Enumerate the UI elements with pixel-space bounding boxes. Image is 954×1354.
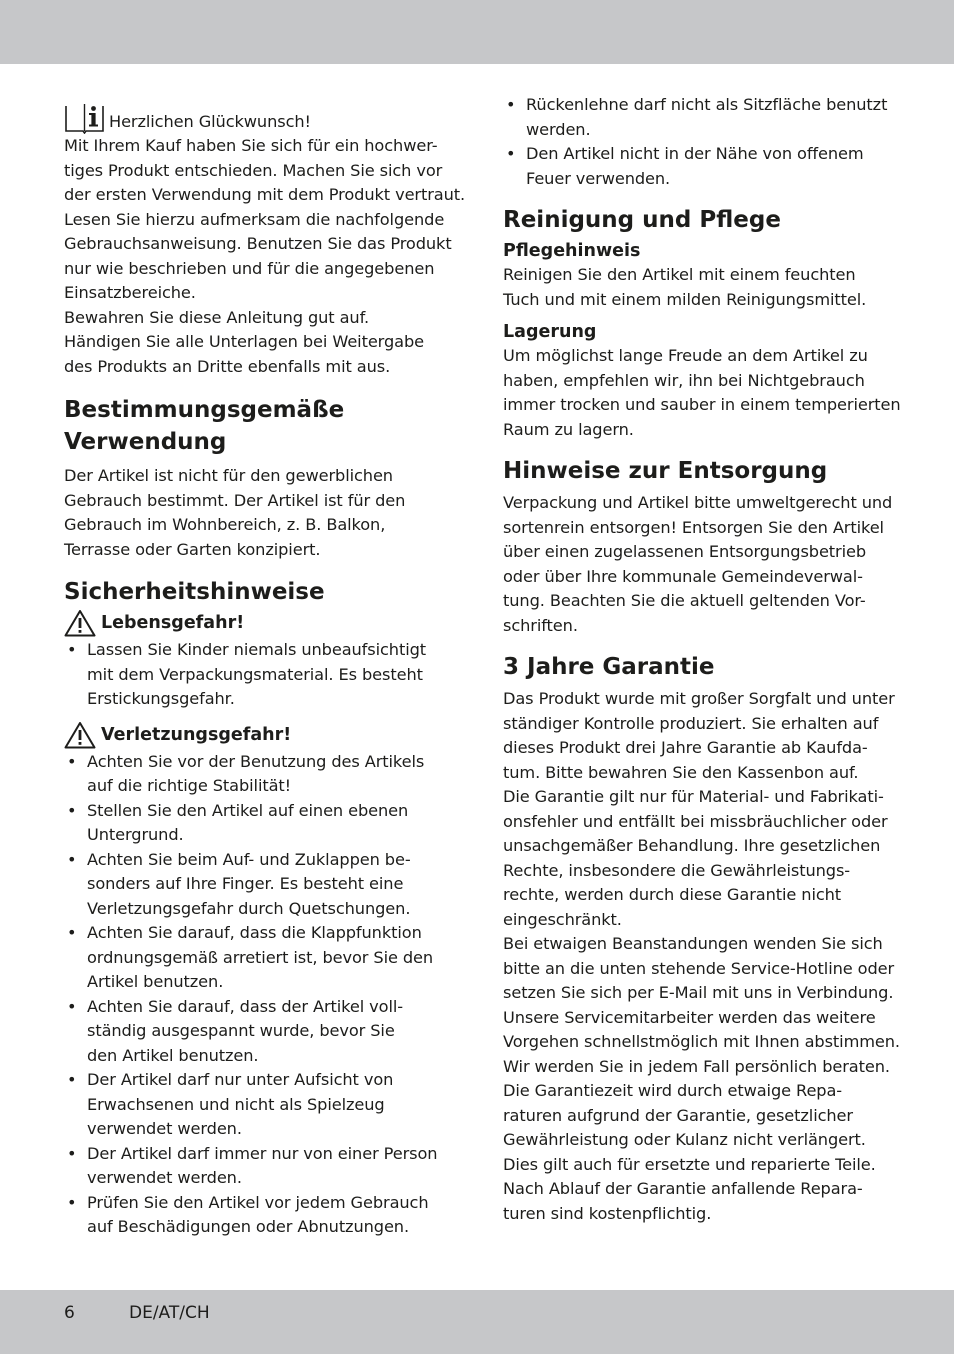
text-line: Verpackung und Artikel bitte umweltgerecht und bbox=[503, 493, 893, 512]
subheading-lagerung: Lagerung bbox=[503, 322, 597, 342]
text-line: Das Produkt wurde mit großer Sorgfalt und unter bbox=[503, 689, 895, 708]
text-line: immer trocken und sauber in einem temperierten bbox=[503, 395, 901, 414]
text-line: Achten Sie beim Auf- und Zuklappen be- bbox=[87, 849, 411, 869]
lebensgefahr-list bbox=[64, 638, 456, 712]
text-line: rechte, werden durch diese Garantie nicht bbox=[503, 885, 842, 904]
text-line: den Artikel benutzen. bbox=[87, 1045, 259, 1065]
text-line: Bei etwaigen Beanstandungen wenden Sie sich bbox=[503, 934, 883, 953]
text-line: Unsere Servicemitarbeiter werden das weitere bbox=[503, 1007, 876, 1027]
warning-lebensgefahr bbox=[64, 608, 456, 638]
heading-bestimmung bbox=[64, 394, 456, 458]
header-band bbox=[0, 0, 954, 64]
text-line: Wir werden Sie in jedem Fall persönlich beraten. bbox=[503, 1056, 890, 1076]
text-line: Erwachsenen und nicht als Spielzeug bbox=[87, 1094, 385, 1114]
text-line: Rechte, insbesondere die Gewährleistungs- bbox=[503, 860, 851, 880]
heading-entsorgung: Hinweise zur Entsorgung bbox=[503, 458, 828, 484]
text-line: auf die richtige Stabilität! bbox=[87, 776, 292, 795]
list-item: • Stellen Sie den Artikel auf einen ebenen Untergrund. bbox=[64, 799, 456, 848]
list-item: • Den Artikel nicht in der Nähe von offenem Feuer verwenden. bbox=[503, 142, 895, 191]
text-line: Gebrauchsanweisung. Benutzen Sie das Produkt bbox=[64, 234, 452, 253]
text-line: unsachgemäßer Behandlung. Ihre gesetzlichen bbox=[503, 836, 881, 855]
warning-triangle-icon bbox=[64, 609, 96, 637]
page-number: 6 bbox=[64, 1303, 75, 1323]
text-line: Um möglichst lange Freude an dem Artikel zu bbox=[503, 346, 868, 365]
text-line: Feuer verwenden. bbox=[526, 168, 671, 188]
text-line: Der Artikel darf nur unter Aufsicht von bbox=[87, 1070, 394, 1089]
text-line: ständiger Kontrolle produziert. Sie erhalten auf bbox=[503, 713, 879, 733]
text-line: onsfehler und entfällt bei missbräuchlicher oder bbox=[503, 811, 888, 831]
text-line: turen sind kostenpflichtig. bbox=[503, 1203, 712, 1223]
heading-sicherheit: Sicherheitshinweise bbox=[64, 579, 325, 605]
list-item: • Achten Sie beim Auf- und Zuklappen be- sonders auf Ihre Finger. Es besteht eine Verletzungsgefahr durch Quetschungen. bbox=[64, 848, 456, 922]
entsorgung-text bbox=[503, 491, 895, 638]
text-line: über einen zugelassenen Entsorgungsbetrieb bbox=[503, 542, 867, 561]
text-line: Prüfen Sie den Artikel vor jedem Gebrauch bbox=[87, 1192, 429, 1212]
text-line: dieses Produkt drei Jahre Garantie ab Kaufda- bbox=[503, 738, 868, 757]
text-line: Einsatzbereiche. bbox=[64, 283, 196, 302]
list-item: • Achten Sie darauf, dass die Klappfunktion ordnungsgemäß arretiert ist, bevor Sie den Artikel benutzen. bbox=[64, 921, 456, 995]
text-line: schriften. bbox=[503, 615, 578, 635]
list-item: • Rückenlehne darf nicht als Sitzfläche benutzt werden. bbox=[503, 93, 895, 142]
intro-text bbox=[64, 134, 466, 379]
text-line: auf Beschädigungen oder Abnutzungen. bbox=[87, 1217, 410, 1236]
list-item: • Der Artikel darf nur unter Aufsicht von Erwachsenen und nicht als Spielzeug verwendet werden. bbox=[64, 1068, 456, 1142]
garantie-text bbox=[503, 687, 900, 1226]
intro-greeting: Herzlichen Glückwunsch! bbox=[109, 112, 311, 131]
warning-title: Lebensgefahr! bbox=[101, 613, 245, 633]
text-line: Tuch und mit einem milden Reinigungsmittel. bbox=[503, 289, 867, 309]
text-line: Die Garantie gilt nur für Material- und Fabrikati- bbox=[503, 787, 884, 806]
text-line: Achten Sie darauf, dass der Artikel voll- bbox=[87, 996, 403, 1016]
text-line: sonders auf Ihre Finger. Es besteht eine bbox=[87, 874, 404, 893]
continued-safety-list bbox=[503, 93, 895, 191]
text-line: Reinigen Sie den Artikel mit einem feuchten bbox=[503, 265, 856, 284]
text-line: Erstickungsgefahr. bbox=[87, 689, 235, 708]
text-line: tiges Produkt entschieden. Machen Sie sich vor bbox=[64, 160, 443, 180]
text-line: der ersten Verwendung mit dem Produkt vertraut. bbox=[64, 185, 466, 204]
text-line: Dies gilt auch für ersetzte und reparierte Teile. bbox=[503, 1154, 876, 1174]
text-line: verwendet werden. bbox=[87, 1119, 242, 1138]
text-line: Gewährleistung oder Kulanz nicht verlängert. bbox=[503, 1130, 866, 1149]
text-line: Verletzungsgefahr durch Quetschungen. bbox=[87, 898, 411, 918]
heading-reinigung: Reinigung und Pflege bbox=[503, 207, 781, 233]
warning-verletzungsgefahr bbox=[64, 720, 456, 750]
text-line: Der Artikel ist nicht für den gewerblichen bbox=[64, 466, 393, 485]
text-line: tung. Beachten Sie die aktuell geltenden Vor- bbox=[503, 591, 866, 610]
list-item: • Der Artikel darf immer nur von einer Person verwendet werden. bbox=[64, 1142, 456, 1191]
text-line: ständig ausgespannt wurde, bevor Sie bbox=[87, 1021, 395, 1040]
text-line: Bewahren Sie diese Anleitung gut auf. bbox=[64, 307, 370, 327]
pflege-text bbox=[503, 263, 895, 312]
text-line: Gebrauch im Wohnbereich, z. B. Balkon, bbox=[64, 515, 386, 534]
text-line: werden. bbox=[526, 119, 591, 139]
warning-title: Verletzungsgefahr! bbox=[101, 724, 292, 745]
text-line: Die Garantiezeit wird durch etwaige Repa- bbox=[503, 1081, 843, 1100]
text-line: Mit Ihrem Kauf haben Sie sich für ein hochwer- bbox=[64, 136, 438, 155]
subheading-pflegehinweis: Pflegehinweis bbox=[503, 241, 641, 261]
text-line: bitte an die unten stehende Service-Hotline oder bbox=[503, 958, 895, 978]
text-line: Rückenlehne darf nicht als Sitzfläche benutzt bbox=[526, 95, 888, 114]
text-line: Raum zu lagern. bbox=[503, 419, 634, 439]
lagerung-text bbox=[503, 344, 901, 442]
info-book-icon bbox=[64, 102, 105, 134]
text-line: oder über Ihre kommunale Gemeindeverwal- bbox=[503, 566, 863, 586]
heading-line: Bestimmungsgemäße bbox=[64, 397, 345, 423]
text-line: Lesen Sie hierzu aufmerksam die nachfolgende bbox=[64, 209, 445, 229]
text-line: Achten Sie vor der Benutzung des Artikels bbox=[87, 751, 425, 771]
text-line: mit dem Verpackungsmaterial. Es besteht bbox=[87, 664, 423, 684]
text-line: verwendet werden. bbox=[87, 1168, 242, 1187]
verletzung-list bbox=[64, 750, 456, 1240]
text-line: eingeschränkt. bbox=[503, 909, 622, 929]
text-line: haben, empfehlen wir, ihn bei Nichtgebrauch bbox=[503, 370, 865, 390]
bestimmung-text bbox=[64, 464, 456, 562]
heading-line: Verwendung bbox=[64, 429, 227, 455]
right-column bbox=[503, 93, 901, 1226]
list-item: • Achten Sie darauf, dass der Artikel voll- ständig ausgespannt wurde, bevor Sie den Artikel benutzen. bbox=[64, 995, 456, 1069]
text-line: Vorgehen schnellstmöglich mit Ihnen abstimmen. bbox=[503, 1032, 900, 1051]
list-item: • Lassen Sie Kinder niemals unbeaufsichtigt mit dem Verpackungsmaterial. Es besteht Erstickungsgefahr. bbox=[64, 638, 456, 712]
text-line: Artikel benutzen. bbox=[87, 972, 224, 991]
text-line: ordnungsgemäß arretiert ist, bevor Sie den bbox=[87, 947, 434, 967]
list-item: • Achten Sie vor der Benutzung des Artikels auf die richtige Stabilität! bbox=[64, 750, 456, 799]
text-line: raturen aufgrund der Garantie, gesetzlicher bbox=[503, 1105, 853, 1125]
text-line: nur wie beschrieben und für die angegebenen bbox=[64, 258, 435, 278]
footer-locale: DE/AT/CH bbox=[129, 1303, 210, 1323]
text-line: Den Artikel nicht in der Nähe von offenem bbox=[526, 144, 864, 163]
warning-triangle-icon bbox=[64, 721, 96, 749]
text-line: Lassen Sie Kinder niemals unbeaufsichtigt bbox=[87, 640, 427, 659]
text-line: Händigen Sie alle Unterlagen bei Weitergabe bbox=[64, 332, 424, 351]
text-line: tum. Bitte bewahren Sie den Kassenbon auf. bbox=[503, 762, 859, 782]
text-line: Untergrund. bbox=[87, 825, 184, 844]
list-item: • Prüfen Sie den Artikel vor jedem Gebrauch auf Beschädigungen oder Abnutzungen. bbox=[64, 1191, 456, 1240]
text-line: setzen Sie sich per E-Mail mit uns in Verbindung. bbox=[503, 983, 894, 1002]
text-line: Nach Ablauf der Garantie anfallende Repara- bbox=[503, 1179, 863, 1198]
intro-greeting-row bbox=[64, 98, 456, 134]
text-line: Achten Sie darauf, dass die Klappfunktion bbox=[87, 923, 422, 942]
left-column bbox=[64, 98, 466, 1240]
text-line: Terrasse oder Garten konzipiert. bbox=[64, 539, 321, 559]
text-line: des Produkts an Dritte ebenfalls mit aus. bbox=[64, 356, 391, 376]
heading-garantie: 3 Jahre Garantie bbox=[503, 654, 715, 680]
text-line: Stellen Sie den Artikel auf einen ebenen bbox=[87, 800, 409, 820]
text-line: Gebrauch bestimmt. Der Artikel ist für den bbox=[64, 490, 406, 510]
text-line: Der Artikel darf immer nur von einer Person bbox=[87, 1143, 438, 1163]
text-line: sortenrein entsorgen! Entsorgen Sie den Artikel bbox=[503, 517, 884, 537]
